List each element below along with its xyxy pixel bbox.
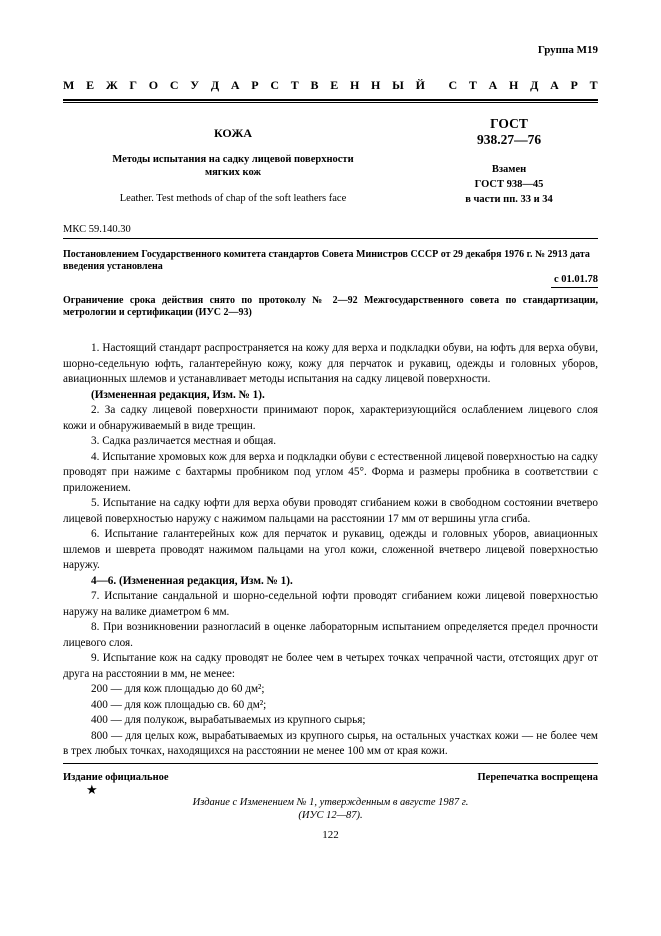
- paragraph: 5. Испытание на садку юфти для верха обуви проводят сгибанием кожи в свободном состоянии вчетверо лицевой поверхностью наружу с нажимом пальцами на расстоянии 17 мм от вершины угла сгиба.: [63, 497, 598, 525]
- heading-letter: Н: [371, 78, 381, 92]
- paragraph: 800 — для целых кож, вырабатываемых из крупного сырья, на остальных участках кожи — не более чем в трех любых точках, находящихся на расстоянии не менее 100 мм от края кожи.: [63, 729, 598, 757]
- paragraph: 400 — для полукож, вырабатываемых из крупного сырья;: [91, 714, 366, 726]
- header-rule-thin: [63, 102, 598, 103]
- resolution-text: Постановлением Государственного комитета стандартов Совета Министров СССР от 29 декабря 1976 г. № 2913 дата введения установлена: [63, 249, 590, 272]
- paragraph: (Измененная редакция, Изм. № 1).: [91, 388, 265, 401]
- heading-letter: Т: [589, 78, 598, 92]
- paragraph: 4—6. (Измененная редакция, Изм. № 1).: [91, 574, 293, 587]
- heading-letter: А: [488, 78, 498, 92]
- heading-letter: А: [550, 78, 559, 92]
- footer-rule: [63, 763, 598, 764]
- paragraph: 8. При возникновении разногласий в оценке лабораторным испытанием определяется предел прочности лицевого слоя.: [63, 621, 598, 649]
- paragraph: 7. Испытание сандальной и шорно-седельной юфти проводят сгибанием кожи лицевой поверхностью наружу на валике диаметром 6 мм.: [63, 590, 598, 618]
- header-rule: [63, 99, 598, 101]
- heading-letter: М: [63, 78, 75, 92]
- heading-letter: Ж: [105, 78, 118, 92]
- heading-letter: Й: [415, 78, 425, 92]
- gost-label: ГОСТ: [490, 116, 528, 131]
- official-edition: Издание официальное: [63, 772, 169, 783]
- effective-date: с 01.01.78: [553, 274, 598, 285]
- paragraph: 3. Садка различается местная и общая.: [91, 435, 277, 447]
- heading-letter: У: [190, 78, 200, 92]
- star-icon: ★: [86, 782, 98, 797]
- paragraph: 400 — для кож площадью св. 60 дм²;: [91, 698, 267, 711]
- paragraph: 9. Испытание кож на садку проводят не более чем в четырех точках чепрачной части, отстоящих друг от друга на расстоянии в мм, не менее:: [63, 652, 598, 680]
- paragraph: 200 — для кож площадью до 60 дм²;: [91, 683, 265, 695]
- heading-letter: Е: [86, 78, 95, 92]
- heading-letter: О: [148, 78, 159, 92]
- heading-letter: Е: [330, 78, 339, 92]
- interstate-standard-heading: [63, 78, 598, 93]
- gost-number: 938.27—76: [476, 132, 542, 147]
- heading-letter: Р: [570, 78, 578, 92]
- document-title: КОЖА: [214, 126, 252, 140]
- heading-letter: Р: [251, 78, 259, 92]
- heading-letter: Т: [468, 78, 477, 92]
- reprint-notice: Перепечатка воспрещена: [477, 772, 598, 783]
- page-number: 122: [322, 829, 339, 841]
- heading-letter: Г: [129, 78, 138, 92]
- heading-letter: С: [448, 78, 458, 92]
- body-text: [63, 341, 598, 760]
- mks-code: МКС 59.140.30: [63, 224, 131, 235]
- heading-letter: Н: [349, 78, 360, 92]
- heading-letter: Н: [509, 78, 519, 92]
- paragraph: 6. Испытание галантерейных кож для перчаток и рукавиц, одежды и головных уборов, авиационных шлемов и шеврета проводят нажимом пальцами на угол кожи, сложенной вчетверо лицевой поверхностью наружу.: [63, 528, 598, 571]
- english-title: Leather. Test methods of chap of the soft leathers face: [119, 193, 347, 204]
- heading-letter: С: [169, 78, 179, 92]
- heading-letter: В: [310, 78, 319, 92]
- paragraph: 2. За садку лицевой поверхности принимают порок, характеризующийся ослаблением лицевого слоя кожи и обнаруживаемый в виде трещин.: [63, 404, 598, 432]
- edition-note: Издание с Изменением № 1, утвержденным в августе 1987 г. (ИУС 12—87).: [192, 797, 469, 821]
- limitation-text: Ограничение срока действия снято по протоколу № 2—92 Межгосударственного совета по стандартизации, метрологии и сертификации (ИУС 2—93): [63, 295, 598, 318]
- gost-block: [420, 116, 598, 207]
- heading-letter: Д: [530, 78, 539, 92]
- replaces-info: Взамен ГОСТ 938—45 в части пп. 33 и 34: [465, 164, 553, 205]
- date-rule: [551, 287, 598, 288]
- paragraph: 1. Настоящий стандарт распространяется на кожу для верха и подкладки обуви, на юфть для верха обуви, шорно-седельную юфть, галантерейную кожу, кожу для перчаток и рукавиц, одежды и головных уборов, авиационных шлемов и устанавливает методы испытания на садку лицевой поверхности.: [63, 342, 598, 385]
- group-label: Группа М19: [537, 44, 598, 56]
- document-subtitle: Методы испытания на садку лицевой поверхности мягких кож: [112, 154, 354, 178]
- heading-letter: С: [270, 78, 279, 92]
- heading-letter: Ы: [392, 78, 404, 92]
- heading-letter: Д: [210, 78, 220, 92]
- heading-letter: А: [230, 78, 240, 92]
- title-block: [63, 126, 403, 204]
- paragraph: 4. Испытание хромовых кож для верха и подкладки обуви с естественной лицевой поверхностью на садку проводят при нажиме с бахтармы пробником под углом 45°. Форма и размеры пробника в соответствии с приложением.: [63, 450, 598, 494]
- section-rule: [63, 238, 598, 239]
- heading-letter: Т: [290, 78, 299, 92]
